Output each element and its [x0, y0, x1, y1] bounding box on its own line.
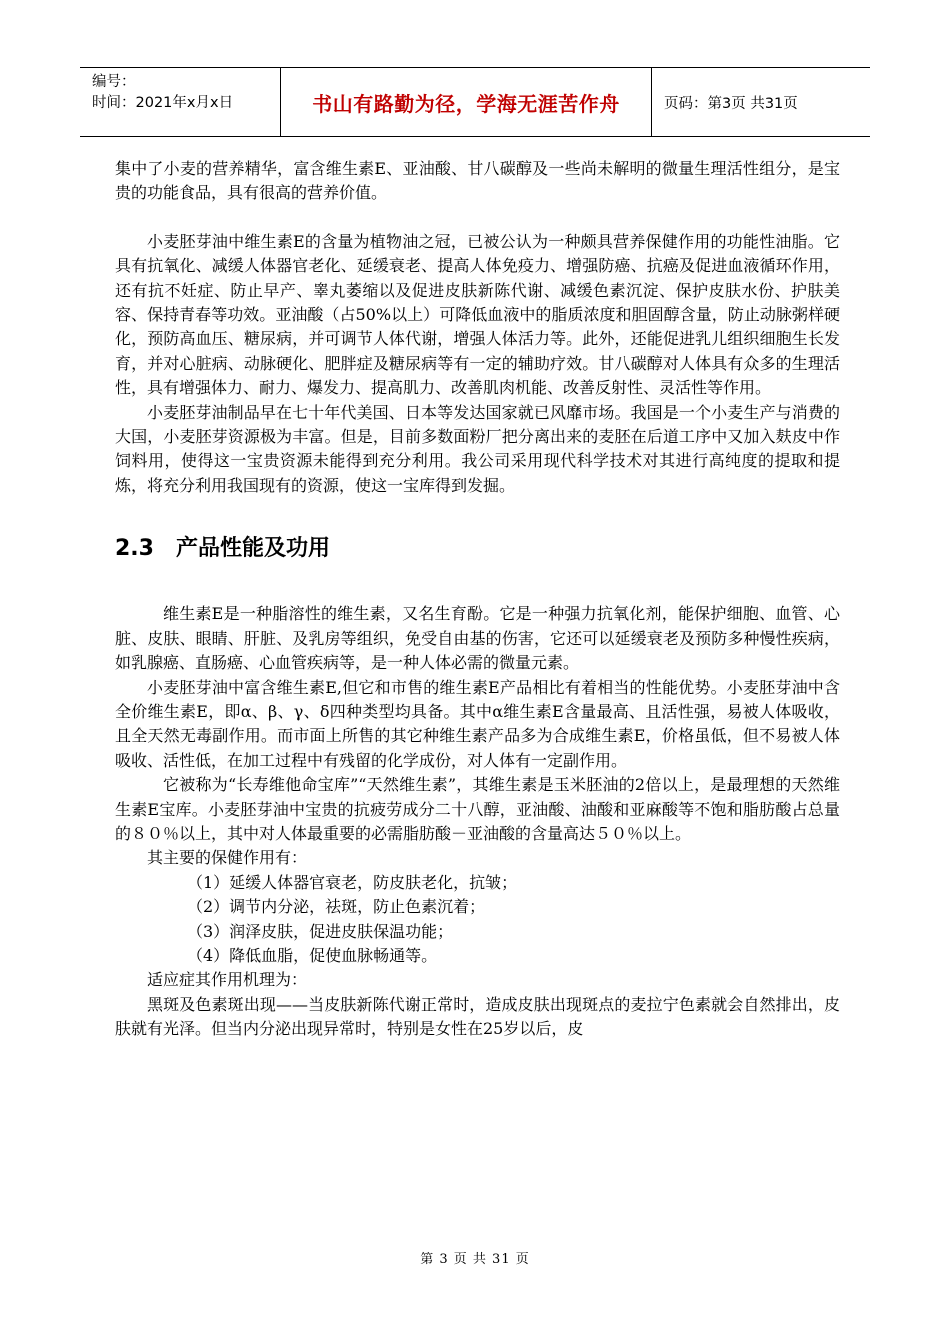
- section-heading: [115, 534, 840, 564]
- section-title: 产品性能及功用: [175, 536, 330, 562]
- header-motto: 书山有路勤为径，学海无涯苦作舟: [312, 91, 620, 116]
- document-body: [115, 157, 840, 1042]
- list-item: （2）调节内分泌，祛斑，防止色素沉着；: [187, 897, 486, 917]
- list-item: （3）润泽皮肤，促进皮肤保温功能；: [187, 921, 454, 941]
- header-motto-cell: [280, 68, 652, 136]
- list-item: （1）延缓人体器官衰老，防皮肤老化，抗皱；: [187, 872, 518, 892]
- page-header: [80, 67, 870, 137]
- paragraph: 它被称为“长寿维他命宝库”“天然维生素”，其维生素是玉米胚油的2倍以上，是最理想的天然维生素E宝库。小麦胚芽油中宝贵的抗疲劳成分二十八醇，亚油酸、油酸和亚麻酸等不饱和脂肪酸占总量的８０％以上，其中对人体最重要的必需脂肪酸－亚油酸的含量高达５０％以上。: [115, 775, 840, 843]
- section-number: 2.3: [115, 536, 154, 562]
- list-item: （4）降低血脂，促使血脉畅通等。: [187, 945, 438, 965]
- paragraph: 适应症其作用机理为：: [147, 970, 308, 990]
- paragraph: 小麦胚芽油中维生素E的含量为植物油之冠，已被公认为一种颇具营养保健作用的功能性油脂。它具有抗氧化、减缓人体器官老化、延缓衰老、提高人体免疫力、增强防癌、抗癌及促进血液循环作用，还有抗不妊症、防止早产、睾丸萎缩以及促进皮肤新陈代谢、减缓色素沉淀、保护皮肤水份、护肤美容、保持青春等功效。亚油酸（占50%以上）可降低血液中的脂质浓度和胆固醇含量，防止动脉粥样硬化，预防高血压、糖尿病，并可调节人体代谢，增强人体活力等。此外，还能促进乳儿组织细胞生长发育，并对心脏病、动脉硬化、肥胖症及糖尿病等有一定的辅助疗效。甘八碳醇对人体具有众多的生理活性，具有增强体力、耐力、爆发力、提高肌力、改善肌肉机能、改善反射性、灵活性等作用。: [115, 231, 840, 398]
- header-page-cell: [652, 68, 870, 136]
- page-label: 页码：第3页 共31页: [664, 95, 798, 112]
- paragraph: 集中了小麦的营养精华，富含维生素E、亚油酸、甘八碳醇及一些尚未解明的微量生理活性组分，是宝贵的功能食品，具有很高的营养价值。: [115, 159, 840, 203]
- paragraph: 其主要的保健作用有：: [147, 848, 308, 868]
- date-label: 时间：2021年x月x日: [92, 95, 234, 111]
- paragraph: 小麦胚芽油制品早在七十年代美国、日本等发达国家就已风靡市场。我国是一个小麦生产与消费的大国，小麦胚芽资源极为丰富。但是，目前多数面粉厂把分离出来的麦胚在后道工序中又加入麸皮中作饲料用，使得这一宝贵资源未能得到充分利用。我公司采用现代科学技术对其进行高纯度的提取和提炼，将充分利用我国现有的资源，使这一宝库得到发掘。: [115, 402, 840, 495]
- page-footer: 第 3 页 共 31 页: [420, 1252, 530, 1267]
- serial-label: 编号：: [92, 74, 136, 90]
- paragraph: 维生素E是一种脂溶性的维生素，又名生育酚。它是一种强力抗氧化剂，能保护细胞、血管、心脏、皮肤、眼睛、肝脏、及乳房等组织，免受自由基的伤害，它还可以延缓衰老及预防多种慢性疾病，如乳腺癌、直肠癌、心血管疾病等，是一种人体必需的微量元素。: [115, 604, 840, 673]
- paragraph: 黑斑及色素斑出现——当皮肤新陈代谢正常时，造成皮肤出现斑点的麦拉宁色素就会自然排出，皮肤就有光泽。但当内分泌出现异常时，特别是女性在25岁以后，皮: [115, 994, 840, 1039]
- benefit-list: [115, 871, 840, 969]
- paragraph: 小麦胚芽油中富含维生素E,但它和市售的维生素E产品相比有着相当的性能优势。小麦胚芽油中含全价维生素E，即α、β、γ、δ四种类型均具备。其中α维生素E含量最高、且活性强，易被人体吸收，且全天然无毒副作用。而市面上所售的其它种维生素产品多为合成维生素E，价格虽低，但不易被人体吸收、活性低，在加工过程中有残留的化学成份，对人体有一定副作用。: [115, 677, 840, 770]
- header-meta: [80, 68, 280, 136]
